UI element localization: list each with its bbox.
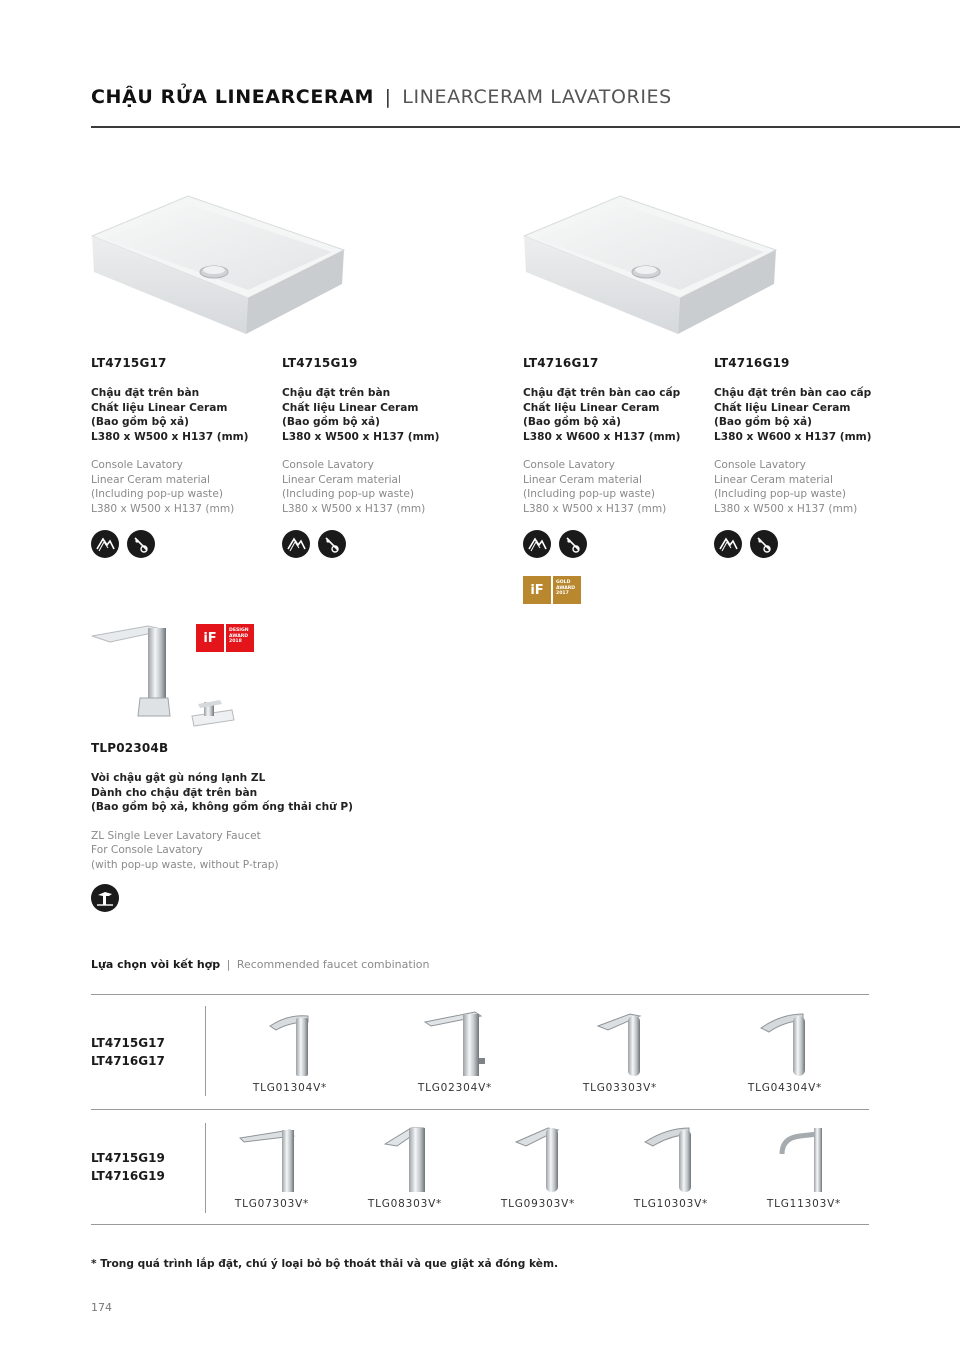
feature-icons xyxy=(91,530,155,558)
product-desc-en xyxy=(91,829,451,873)
desc-line: (Bao gồm bộ xả) xyxy=(523,416,621,428)
desc-line: L380 x W500 x H137 (mm) xyxy=(91,430,249,443)
page-title-vi: CHẬU RỬA LINEARCERAM xyxy=(91,86,374,108)
faucet-tlg09303v-image xyxy=(478,1120,598,1194)
desc-line: (Bao gồm bộ xả, không gồm ống thải chữ P) xyxy=(91,801,353,813)
desc-line: Console Lavatory xyxy=(91,459,183,471)
desc-line: (Including pop-up waste) xyxy=(714,488,846,500)
desc-line: Chất liệu Linear Ceram xyxy=(523,401,660,414)
faucet-code: TLG01304V* xyxy=(252,1082,328,1094)
award-line: 2017 xyxy=(556,591,569,596)
recommended-title-en: Recommended faucet combination xyxy=(236,958,430,971)
faucet-option xyxy=(345,1120,465,1210)
desc-line: (Bao gồm bộ xả) xyxy=(714,416,812,428)
desc-line: Linear Ceram material xyxy=(523,473,642,486)
row-labels-g17 xyxy=(91,1034,165,1070)
product-tlp02304b xyxy=(91,741,451,872)
product-code: LT4716G17 xyxy=(523,356,599,370)
ceramic-glaze-icon xyxy=(282,530,310,558)
faucet-option xyxy=(611,1120,731,1210)
page-number: 174 xyxy=(91,1301,112,1314)
award-logo-mark: iF xyxy=(196,624,224,652)
table-top-rule xyxy=(91,994,869,995)
pop-up-waste-icon xyxy=(750,530,778,558)
product-desc-en xyxy=(523,458,708,516)
desc-line: Chậu đặt trên bàn cao cấp xyxy=(714,387,872,399)
product-code: LT4716G19 xyxy=(714,356,790,370)
award-line: AWARD xyxy=(229,633,249,639)
product-lt4715g17 xyxy=(91,356,276,516)
header-divider xyxy=(91,126,960,128)
desc-line: L380 x W500 x H137 (mm) xyxy=(282,502,426,515)
product-desc-en xyxy=(91,458,276,516)
faucet-code: TLG11303V* xyxy=(766,1198,842,1210)
feature-icons xyxy=(714,530,778,558)
faucet-option xyxy=(395,1004,515,1094)
product-desc-vi xyxy=(91,386,276,444)
product-desc-vi xyxy=(282,386,467,444)
faucet-code: TLG07303V* xyxy=(234,1198,310,1210)
page-title-en: LINEARCERAM LAVATORIES xyxy=(402,86,672,108)
ceramic-glaze-icon xyxy=(91,530,119,558)
row-label: LT4716G17 xyxy=(91,1054,165,1068)
pop-up-waste-icon xyxy=(559,530,587,558)
ceramic-glaze-icon xyxy=(714,530,742,558)
faucet-option xyxy=(212,1120,332,1210)
faucet-tlg10303v-image xyxy=(611,1120,731,1194)
faucet-tlg03303v-image xyxy=(560,1004,680,1078)
desc-line: L380 x W500 x H137 (mm) xyxy=(282,430,440,443)
desc-line: Chất liệu Linear Ceram xyxy=(282,401,419,414)
if-gold-award-2017-logo xyxy=(523,576,581,604)
row-label: LT4715G19 xyxy=(91,1151,165,1165)
award-text xyxy=(226,624,254,652)
award-logo-mark: iF xyxy=(523,576,551,604)
product-desc-en xyxy=(714,458,899,516)
sink-image-500 xyxy=(88,192,350,342)
award-line: DESIGN xyxy=(229,628,249,633)
faucet-option xyxy=(560,1004,680,1094)
desc-line: (Including pop-up waste) xyxy=(282,488,414,500)
faucet-feature-icon xyxy=(91,884,119,912)
desc-line: (Including pop-up waste) xyxy=(523,488,655,500)
faucet-option xyxy=(744,1120,864,1210)
faucet-code: TLG03303V* xyxy=(582,1082,658,1094)
desc-line: Chậu đặt trên bàn xyxy=(91,387,200,399)
desc-line: Chất liệu Linear Ceram xyxy=(91,401,228,414)
desc-line: Chậu đặt trên bàn xyxy=(282,387,391,399)
award-line: GOLD xyxy=(556,580,571,585)
recommended-title-vi: Lựa chọn vòi kết hợp xyxy=(91,958,221,971)
desc-line: L380 x W500 x H137 (mm) xyxy=(523,502,667,515)
recommended-section-title xyxy=(91,958,429,971)
page-title xyxy=(91,86,672,108)
faucet-feature-icons xyxy=(91,884,119,912)
row-label: LT4716G19 xyxy=(91,1169,165,1183)
faucet-tlg08303v-image xyxy=(345,1120,465,1194)
desc-line: Linear Ceram material xyxy=(714,473,833,486)
desc-line: ZL Single Lever Lavatory Faucet xyxy=(91,829,261,842)
table-middle-rule xyxy=(91,1109,869,1110)
product-code: LT4715G19 xyxy=(282,356,358,370)
row-label: LT4715G17 xyxy=(91,1036,165,1050)
desc-line: Linear Ceram material xyxy=(282,473,401,486)
product-code: LT4715G17 xyxy=(91,356,167,370)
faucet-code: TLG04304V* xyxy=(747,1082,823,1094)
desc-line: For Console Lavatory xyxy=(91,844,203,856)
desc-line: Chất liệu Linear Ceram xyxy=(714,401,851,414)
product-desc-en xyxy=(282,458,467,516)
title-separator: | xyxy=(384,86,392,108)
faucet-tlg01304v-image xyxy=(230,1004,350,1078)
award-text xyxy=(553,576,581,604)
desc-line: Console Lavatory xyxy=(714,459,806,471)
product-lt4716g19 xyxy=(714,356,899,516)
feature-icons xyxy=(282,530,346,558)
desc-line: Dành cho chậu đặt trên bàn xyxy=(91,786,258,799)
faucet-code: TLG02304V* xyxy=(417,1082,493,1094)
product-desc-vi xyxy=(91,771,451,815)
desc-line: (Including pop-up waste) xyxy=(91,488,223,500)
faucet-code: TLG08303V* xyxy=(367,1198,443,1210)
pop-up-waste-icon xyxy=(318,530,346,558)
if-design-award-2018-logo xyxy=(196,624,254,652)
desc-line: Console Lavatory xyxy=(523,459,615,471)
desc-line: L380 x W500 x H137 (mm) xyxy=(91,502,235,515)
row-labels-g19 xyxy=(91,1149,165,1185)
award-line: AWARD xyxy=(556,585,576,591)
product-lt4715g19 xyxy=(282,356,467,516)
faucet-tlg11303v-image xyxy=(744,1120,864,1194)
desc-line: L380 x W500 x H137 (mm) xyxy=(714,502,858,515)
desc-line: L380 x W600 x H137 (mm) xyxy=(523,430,681,443)
footnote: * Trong quá trình lắp đặt, chú ý loại bỏ bộ thoát thải và que giật xả đóng kèm. xyxy=(91,1258,559,1270)
ceramic-glaze-icon xyxy=(523,530,551,558)
product-desc-vi xyxy=(523,386,708,444)
faucet-tlg02304v-image xyxy=(395,1004,515,1078)
faucet-option xyxy=(478,1120,598,1210)
desc-line: L380 x W600 x H137 (mm) xyxy=(714,430,872,443)
row-divider-vertical xyxy=(205,1006,206,1096)
pop-up-waste-icon xyxy=(127,530,155,558)
desc-line: (Bao gồm bộ xả) xyxy=(91,416,189,428)
table-bottom-rule xyxy=(91,1224,869,1225)
feature-icons xyxy=(523,530,587,558)
faucet-tlg07303v-image xyxy=(212,1120,332,1194)
sink-image-600 xyxy=(520,192,782,342)
faucet-tlg04304v-image xyxy=(725,1004,845,1078)
product-lt4716g17 xyxy=(523,356,708,516)
faucet-option xyxy=(725,1004,845,1094)
product-code: TLP02304B xyxy=(91,741,169,755)
faucet-option xyxy=(230,1004,350,1094)
desc-line: (Bao gồm bộ xả) xyxy=(282,416,380,428)
row-divider-vertical xyxy=(205,1123,206,1213)
title-separator: | xyxy=(226,958,231,971)
award-line: 2018 xyxy=(229,639,242,644)
desc-line: Linear Ceram material xyxy=(91,473,210,486)
desc-line: (with pop-up waste, without P-trap) xyxy=(91,858,279,871)
faucet-code: TLG10303V* xyxy=(633,1198,709,1210)
product-desc-vi xyxy=(714,386,899,444)
desc-line: Chậu đặt trên bàn cao cấp xyxy=(523,387,681,399)
faucet-code: TLG09303V* xyxy=(500,1198,576,1210)
desc-line: Vòi chậu gật gù nóng lạnh ZL xyxy=(91,772,266,784)
desc-line: Console Lavatory xyxy=(282,459,374,471)
